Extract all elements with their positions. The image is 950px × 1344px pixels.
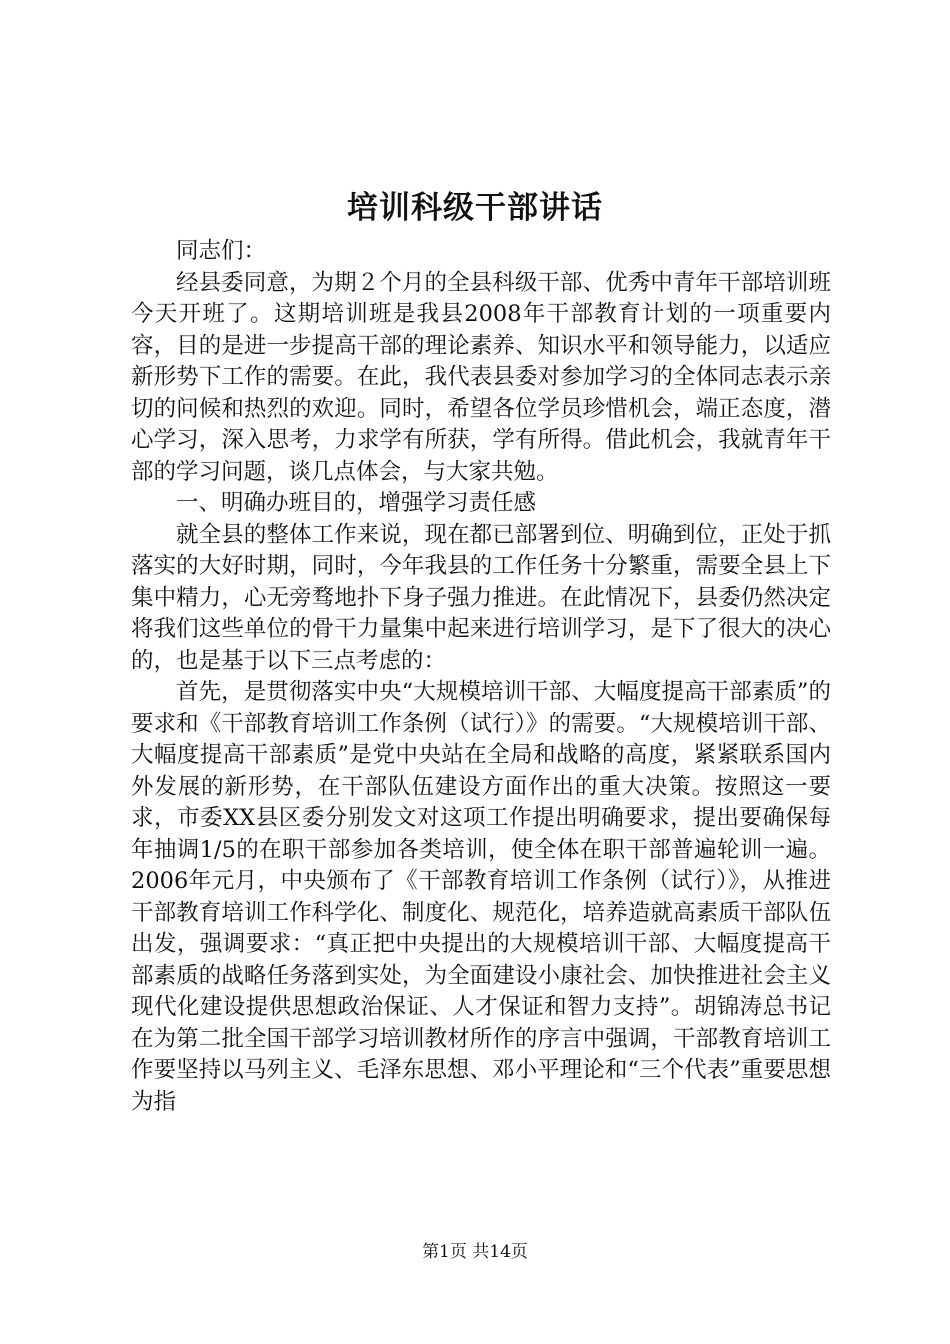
document-title: 培训科级干部讲话 (347, 190, 603, 226)
body-paragraph: 就全县的整体工作来说，现在都已部署到位、明确到位，正处于抓落实的大好时期，同时，今年我县的工作任务十分繁重，需要全县上下集中精力，心无旁骛地扑下身子强力推进。在此情况下，县委仍然决定将我们这些单位的骨干力量集中起来进行培训学习，是下了很大的决心的，也是基于以下三点考虑的： (131, 521, 831, 674)
intro-paragraph: 经县委同意，为期２个月的全县科级干部、优秀中青年干部培训班今天开班了。这期培训班是我县2008年干部教育计划的一项重要内容，目的是进一步提高干部的理论素养、知识水平和领导能力，以适应新形势下工作的需要。在此，我代表县委对参加学习的全体同志表示亲切的问候和热烈的欢迎。同时，希望各位学员珍惜机会，端正态度，潜心学习，深入思考，力求学有所获，学有所得。借此机会，我就青年干部的学习问题，谈几点体会，与大家共勉。 (131, 269, 831, 485)
body-paragraph: 首先，是贯彻落实中央“大规模培训干部、大幅度提高干部素质”的要求和《干部教育培训工作条例（试行）》的需要。“大规模培训干部、大幅度提高干部素质”是党中央站在全局和战略的高度，紧紧联系国内外发展的新形势，在干部队伍建设方面作出的重大决策。按照这一要求，市委XX县区委分别发文对这项工作提出明确要求，提出要确保每年抽调1/5的在职干部参加各类培训，使全体在职干部普遍轮训一遍。2006年元月，中央颁布了《干部教育培训工作条例（试行）》，从推进干部教育培训工作科学化、制度化、规范化，培养造就高素质干部队伍出发，强调要求：“真正把中央提出的大规模培训干部、大幅度提高干部素质的战略任务落到实处，为全面建设小康社会、加快推进社会主义现代化建设提供思想政治保证、人才保证和智力支持”。胡锦涛总书记在为第二批全国干部学习培训教材所作的序言中强调，干部教育培训工作要坚持以马列主义、毛泽东思想、邓小平理论和“三个代表”重要思想为指 (131, 679, 831, 1115)
document-body (131, 236, 831, 1118)
page-footer: 第1页 共14页 (422, 1242, 528, 1262)
section-heading: 一、明确办班目的，增强学习责任感 (176, 490, 537, 516)
salutation-paragraph: 同志们： (176, 238, 267, 264)
